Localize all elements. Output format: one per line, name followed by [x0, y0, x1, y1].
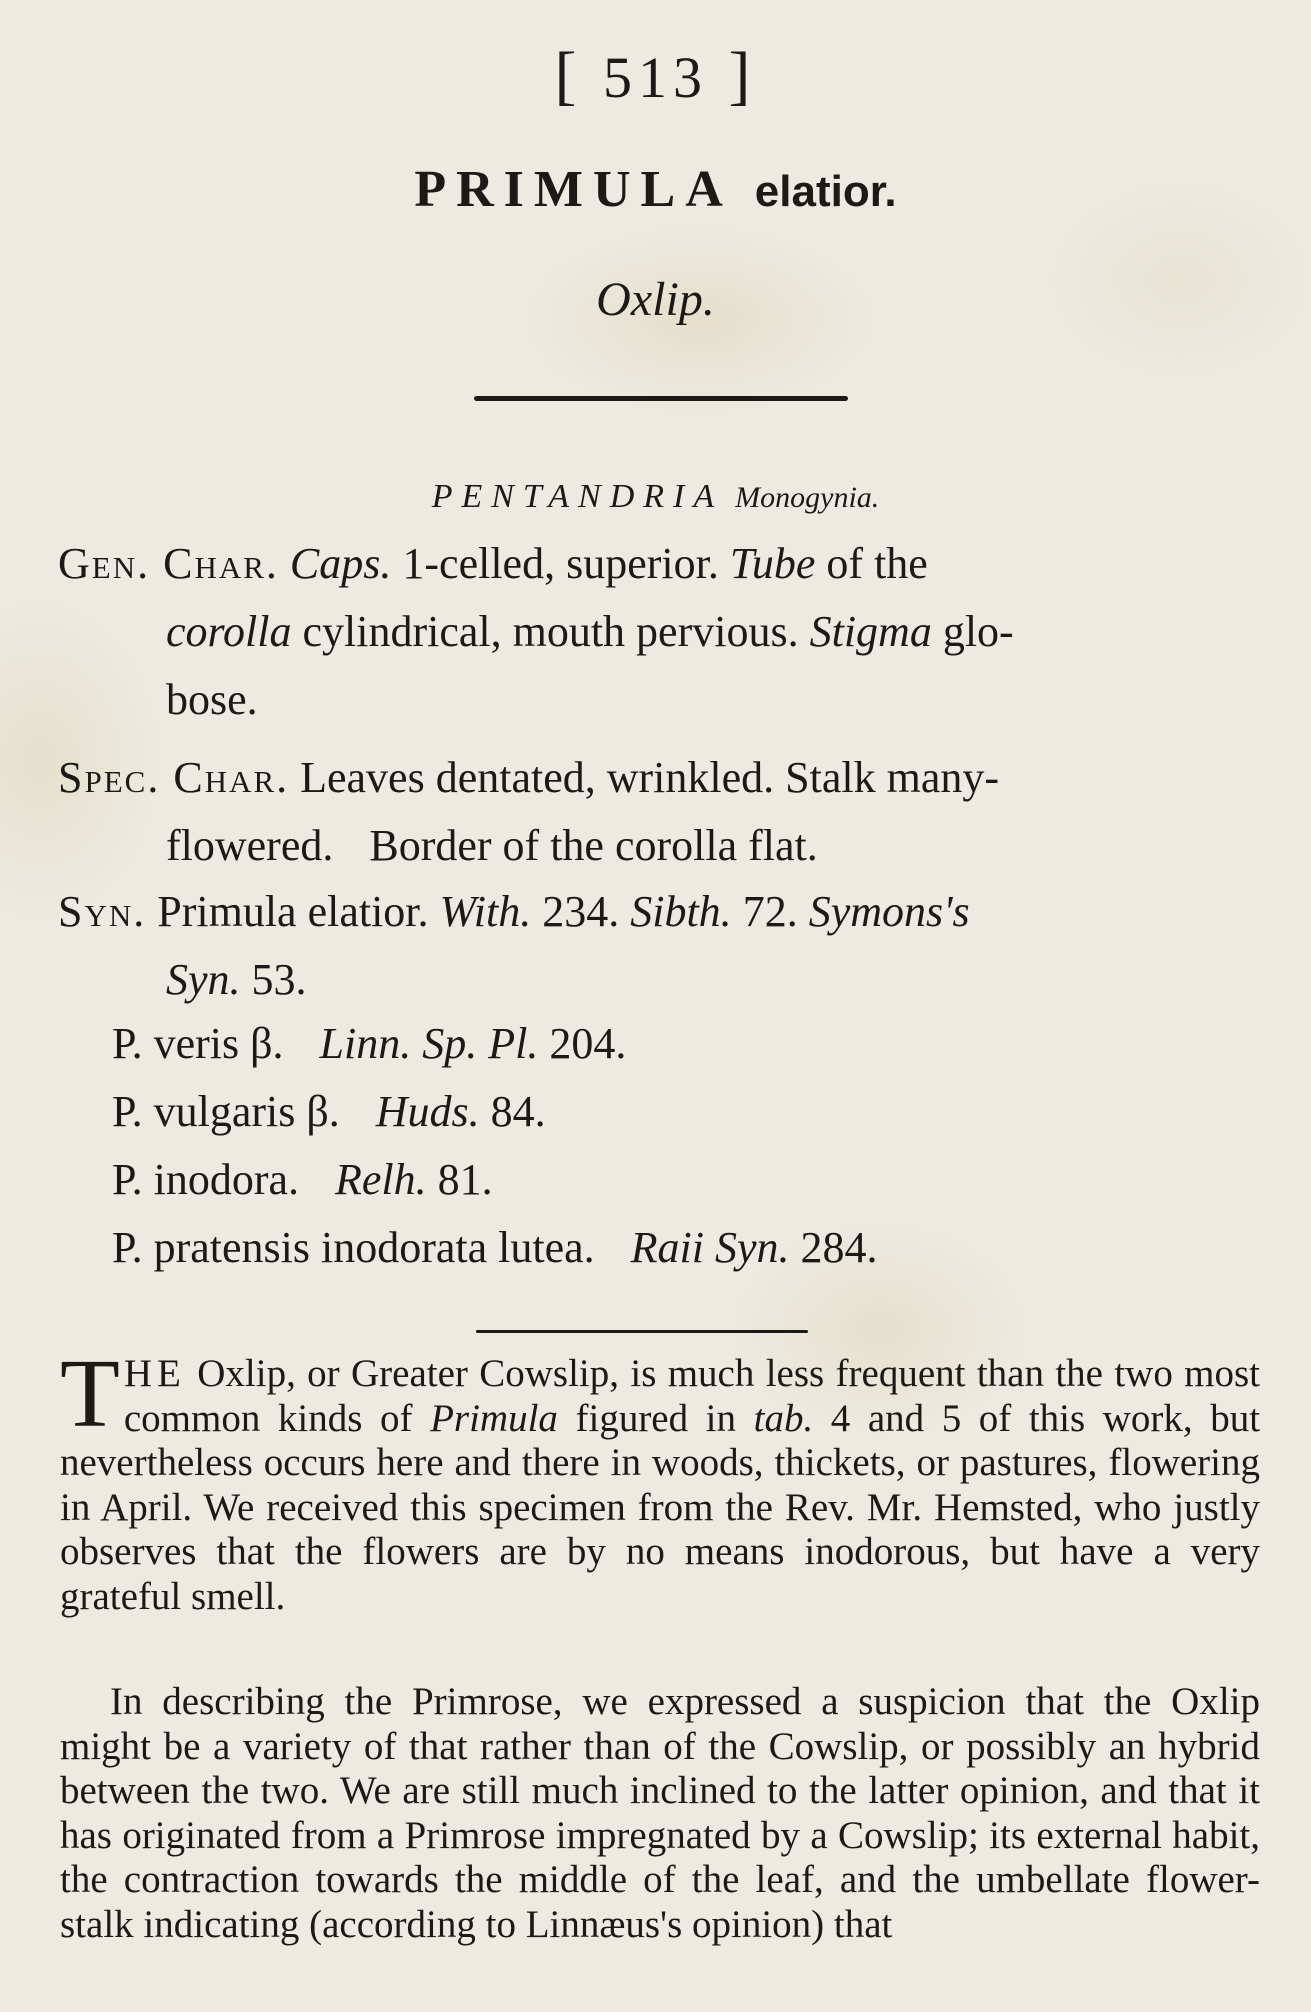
gen-char-text: 1-celled, superior.: [402, 539, 719, 588]
gen-char-text: Tube: [729, 539, 816, 588]
gen-char-text: bose.: [166, 675, 258, 724]
synonym-line: [112, 1078, 546, 1146]
synonym-name: P. pratensis inodorata lutea.: [112, 1223, 595, 1272]
common-name: Oxlip.: [596, 273, 715, 326]
divider-rule: [476, 1330, 808, 1333]
syn-number: 234.: [542, 887, 620, 936]
syn-ref: Symons's: [808, 887, 970, 936]
specific-character: [58, 744, 1258, 880]
paragraph-text: 4 and 5 of this work, but nevertheless occurs here and there in woods, thickets, or pastures, flowering in April. We received this specimen from the Rev. Mr. Hemsted, who justly observes that the flowers are by no means inodorous, but have a very grateful smell.: [60, 1396, 1261, 1618]
syn-number: 53.: [251, 955, 307, 1004]
generic-character: [58, 530, 1258, 734]
paragraph-text: Primula: [430, 1396, 558, 1440]
gen-char-label: Gen. Char.: [58, 539, 279, 588]
paragraph-text: tab.: [753, 1396, 814, 1440]
syn-ref: Sibth.: [630, 887, 732, 936]
paragraph-text: figured in: [575, 1396, 737, 1440]
gen-char-text: Caps.: [289, 539, 392, 588]
syn-ref: With.: [439, 887, 532, 936]
syn-label: Syn.: [58, 887, 147, 936]
synonym-name: P. veris β.: [112, 1019, 284, 1068]
synonym-ref: Relh.: [335, 1155, 427, 1204]
open-bracket: [: [554, 39, 583, 112]
page-number-value: 513: [603, 45, 708, 110]
spec-char-continuation: [58, 812, 1258, 880]
order-name: Monogynia.: [735, 481, 880, 514]
synonym-ref: Raii Syn.: [630, 1223, 790, 1272]
gen-char-text: cylindrical, mouth pervious.: [302, 607, 799, 656]
synonym-line: [112, 1146, 493, 1214]
syn-number: 72.: [742, 887, 798, 936]
synonym-number: 284.: [800, 1223, 878, 1272]
discussion-paragraph: In describing the Primrose, we expressed a suspicion that the Oxlip might be a variety of that rather than of the Cowslip, or possibly an hybrid between the two. We are still much inclined to the latter opinion, and that it has originated from a Primrose impregnated by a Cowslip; its external habit, the contraction towards the middle of the leaf, and the umbellate flower-stalk indicating (according to Linnæus's opinion) that: [60, 1680, 1260, 1946]
description-paragraph: [60, 1340, 1261, 1619]
synonym-number: 81.: [437, 1155, 493, 1204]
syn-text: Primula elatior.: [157, 887, 429, 936]
synonym-line: [112, 1010, 626, 1078]
genus-name: PRIMULA: [414, 161, 733, 218]
synonym-line: [112, 1214, 878, 1282]
synonym-name: P. vulgaris β.: [112, 1087, 340, 1136]
gen-char-continuation: [58, 598, 1258, 734]
synonym-ref: Huds.: [375, 1087, 480, 1136]
spec-char-text: Leaves dentated, wrinkled. Stalk many-: [300, 753, 1000, 802]
synonym-number: 204.: [549, 1019, 627, 1068]
synonyms: [58, 878, 1258, 1014]
gen-char-text: Stigma: [809, 607, 932, 656]
synonym-number: 84.: [490, 1087, 546, 1136]
classification: [0, 478, 1311, 516]
spec-char-label: Spec. Char.: [58, 753, 290, 802]
divider-rule: [474, 396, 848, 401]
syn-ref: Syn.: [166, 955, 241, 1004]
page-number: [0, 38, 1311, 114]
class-name: PENTANDRIA: [431, 478, 724, 515]
synonym-name: P. inodora.: [112, 1155, 299, 1204]
spec-char-text: Border of the corolla flat.: [369, 821, 818, 870]
gen-char-text: corolla: [166, 607, 292, 656]
syn-continuation: [58, 946, 1258, 1014]
close-bracket: ]: [728, 39, 757, 112]
gen-char-text: of the: [826, 539, 928, 588]
species-name: elatior.: [754, 167, 897, 216]
page-title: [0, 160, 1311, 219]
paragraph-text: Oxlip, or Greater Cowslip, is much less frequent than the two most common kinds of: [123, 1352, 1261, 1440]
drop-cap: T: [60, 1340, 120, 1448]
gen-char-text: glo-: [942, 607, 1014, 656]
opening-word: HE: [123, 1352, 186, 1395]
spec-char-text: flowered.: [166, 821, 334, 870]
synonym-ref: Linn. Sp. Pl.: [319, 1019, 539, 1068]
